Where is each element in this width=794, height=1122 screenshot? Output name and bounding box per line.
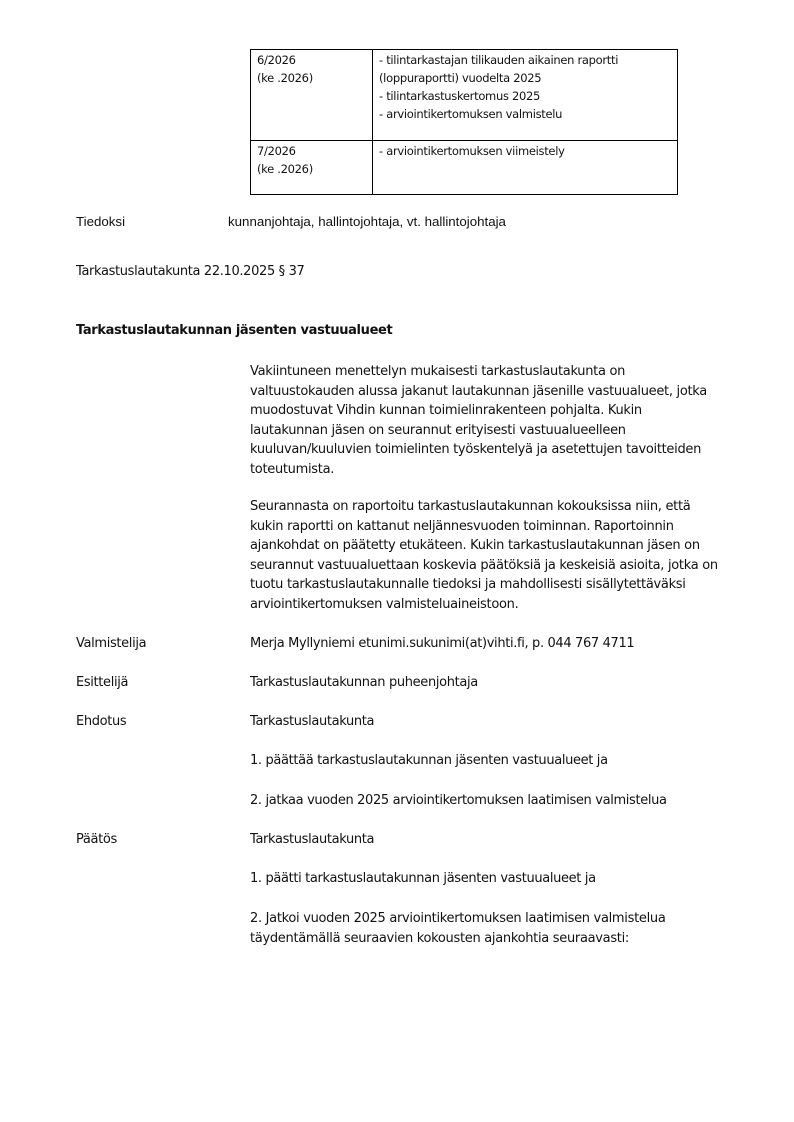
agenda-cell [373, 50, 678, 141]
paragraph-line: lautakunnan jäsen on seurannut erityisesti vastuualueelleen [250, 422, 626, 438]
paragraph-line: Vakiintuneen menettelyn mukaisesti tarkastuslautakunta on [250, 364, 626, 379]
ehdotus-item-2: 2. jatkaa vuoden 2025 arviointikertomuksen laatimisen valmistelua [250, 793, 667, 808]
paragraph-line: tuotu tarkastuslautakunnalle tiedoksi ja mahdollisesti sisällytettäväksi [250, 577, 686, 592]
paragraph-line: ajankohdat on päätetty etukäteen. Kukin tarkastuslautakunnan jäsen on [250, 538, 700, 553]
meeting-day: (ke .2026) [257, 71, 313, 85]
meeting-reference: Tarkastuslautakunta 22.10.2025 § 37 [76, 264, 305, 279]
meeting-day: (ke .2026) [257, 162, 313, 176]
agenda-item: - arviointikertomuksen valmistelu [379, 107, 563, 121]
tiedoksi-value: kunnanjohtaja, hallintojohtaja, vt. hallintojohtaja [228, 214, 506, 229]
body-paragraph-1 [250, 362, 740, 479]
table-row [251, 50, 678, 141]
ehdotus-item-1: 1. päättää tarkastuslautakunnan jäsenten vastuualueet ja [250, 753, 608, 768]
date-cell [251, 141, 373, 195]
meeting-month: 6/2026 [257, 53, 296, 67]
paragraph-line: kuuluvan/kuuluvien toimielinten työskentelyä ja asetettujen tavoitteiden [250, 442, 702, 457]
paatos-item-2 [250, 909, 740, 948]
agenda-item: (loppuraportti) vuodelta 2025 [379, 71, 542, 85]
valmistelija-label: Valmistelija [76, 636, 147, 651]
paragraph-line: valtuustokauden alussa jakanut lautakunnan jäsenille vastuualueet, jotka [250, 383, 707, 399]
agenda-item: - arviointikertomuksen viimeistely [379, 144, 565, 158]
date-cell [251, 50, 373, 141]
ehdotus-label: Ehdotus [76, 714, 127, 729]
valmistelija-value: Merja Myllyniemi etunimi.sukunimi(at)vihti.fi, p. 044 767 4711 [250, 636, 635, 651]
paragraph-line: Seurannasta on raportoitu tarkastuslautakunnan kokouksissa niin, että [250, 499, 691, 514]
agenda-item: - tilintarkastuskertomus 2025 [379, 89, 541, 103]
paragraph-line: kukin raportti on kattanut neljännesvuoden toiminnan. Raportoinnin [250, 518, 674, 534]
agenda-item: - tilintarkastajan tilikauden aikainen raportti [379, 53, 619, 67]
table-row [251, 141, 678, 195]
paragraph-line: seurannut vastuualuettaan koskevia päätöksiä ja keskeisiä asioita, jotka on [250, 557, 718, 573]
body-paragraph-2 [250, 497, 740, 614]
paatos-item-1: 1. päätti tarkastuslautakunnan jäsenten vastuualueet ja [250, 871, 596, 886]
esittelija-value: Tarkastuslautakunnan puheenjohtaja [250, 675, 478, 690]
ehdotus-heading: Tarkastuslautakunta [250, 714, 375, 729]
section-title: Tarkastuslautakunnan jäsenten vastuualueet [76, 323, 393, 338]
paragraph-line: 2. Jatkoi vuoden 2025 arviointikertomuksen laatimisen valmistelua [250, 911, 666, 926]
paragraph-line: arviointikertomuksen valmisteluaineistoon. [250, 596, 519, 612]
esittelija-label: Esittelijä [76, 675, 129, 690]
paragraph-line: muodostuvat Vihdin kunnan toimielinrakenteen pohjalta. Kukin [250, 403, 642, 418]
paatos-heading: Tarkastuslautakunta [250, 832, 375, 847]
paragraph-line: toteutumista. [250, 461, 335, 477]
schedule-table [250, 49, 678, 195]
paatos-label: Päätös [76, 832, 117, 847]
agenda-cell [373, 141, 678, 195]
meeting-month: 7/2026 [257, 144, 296, 158]
tiedoksi-label: Tiedoksi [76, 214, 126, 229]
paragraph-line: täydentämällä seuraavien kokousten ajankohtia seuraavasti: [250, 930, 629, 946]
